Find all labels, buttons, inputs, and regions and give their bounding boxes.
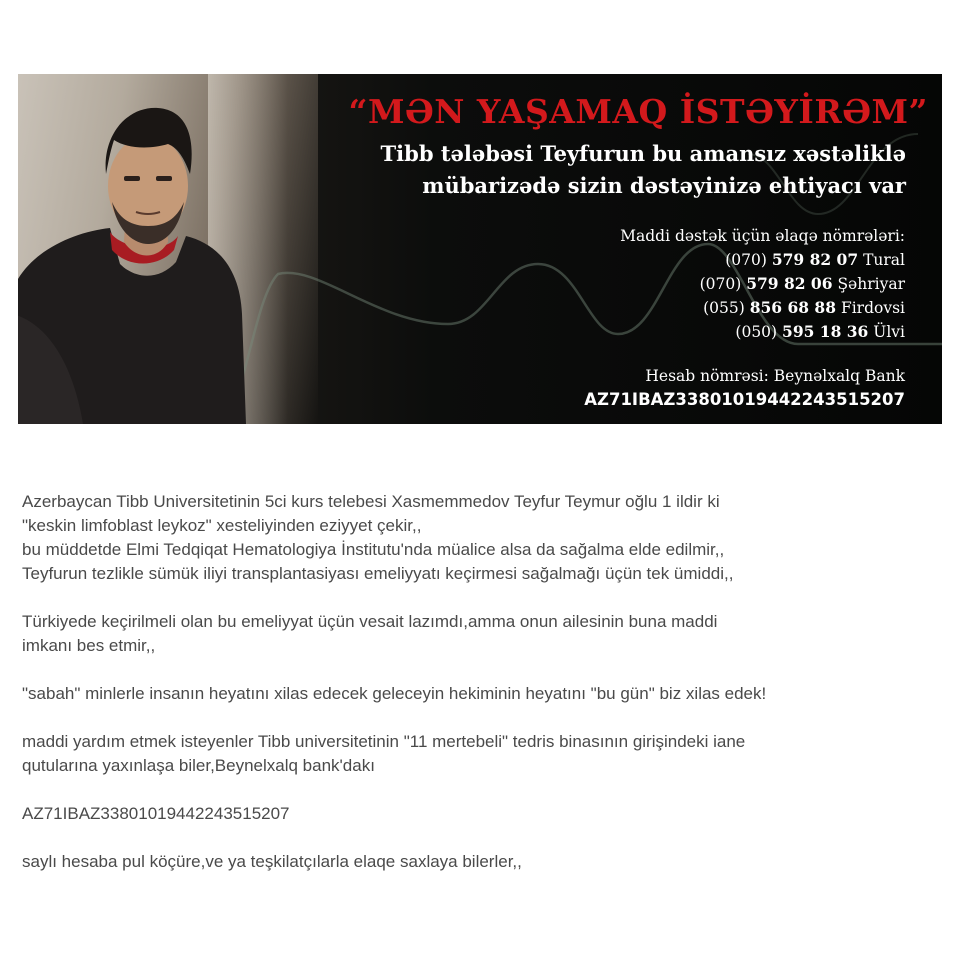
paragraph-line: AZ71IBAZ33801019442243515207	[22, 804, 290, 823]
paragraph-line: qutularına yaxınlaşa biler,Beynelxalq bank'dakı	[22, 756, 375, 775]
contact-row	[478, 272, 905, 296]
paragraph-line: "sabah" minlerle insanın heyatını xilas edecek geleceyin hekiminin heyatını "bu gün" biz xilas edek!	[22, 684, 767, 703]
contacts-heading: Maddi dəstək üçün əlaqə nömrələri:	[620, 227, 905, 245]
banner-title: “MƏN YAŞAMAQ İSTƏYİRƏM”	[348, 92, 928, 131]
contact-row	[478, 248, 905, 272]
contact-row	[478, 296, 905, 320]
contact-name: Firdovsi	[840, 299, 905, 317]
contact-name: Ülvi	[873, 323, 905, 341]
paragraph-gap	[22, 826, 947, 850]
paragraph-line: bu müddetde Elmi Tedqiqat Hematologiya İnstitutu'nda müalice alsa da sağalma elde edilmir,,	[22, 540, 725, 559]
paragraph-line: imkanı bes etmir,,	[22, 636, 156, 655]
account-label: Hesab nömrəsi: Beynəlxalq Bank	[645, 367, 905, 385]
contact-name: Tural	[863, 251, 905, 269]
contact-number: 579 82 06	[746, 274, 833, 293]
contact-code: (070)	[699, 275, 742, 293]
account-info	[478, 364, 905, 412]
paragraph-gap	[22, 658, 947, 682]
article-body	[22, 490, 947, 874]
paragraph-line: saylı hesaba pul köçüre,ve ya teşkilatçılarla elaqe saxlaya bilerler,,	[22, 852, 522, 871]
paragraph-line: maddi yardım etmek isteyenler Tibb universitetinin "11 mertebeli" tedris binasının girişindeki iane	[22, 732, 746, 751]
paragraph-line: Teyfurun tezlikle sümük iliyi transplantasiyası emeliyyatı keçirmesi sağalmağı üçün tek ümiddi,,	[22, 564, 734, 583]
banner-subtitle	[318, 138, 906, 202]
paragraph-gap	[22, 586, 947, 610]
contact-number: 595 18 36	[782, 322, 869, 341]
person-photo-icon	[18, 74, 318, 424]
subtitle-line: mübarizədə sizin dəstəyinizə ehtiyacı var	[422, 173, 906, 198]
contact-row	[478, 320, 905, 344]
paragraph-line: Türkiyede keçirilmeli olan bu emeliyyat üçün vesait lazımdı,amma onun ailesinin buna maddi	[22, 612, 718, 631]
contact-number: 856 68 88	[749, 298, 837, 317]
contact-number: 579 82 07	[771, 250, 859, 269]
paragraph-gap	[22, 706, 947, 730]
paragraph-gap	[22, 778, 947, 802]
contact-code: (055)	[703, 299, 745, 317]
contact-code: (050)	[735, 323, 778, 341]
contact-list	[478, 224, 905, 344]
paragraph-line: "keskin limfoblast leykoz" xesteliyinden eziyyet çekir,,	[22, 516, 422, 535]
contact-code: (070)	[725, 251, 767, 269]
paragraph-line: Azerbaycan Tibb Universitetinin 5ci kurs telebesi Xasmemmedov Teyfur Teymur oğlu 1 ildir ki	[22, 492, 720, 511]
banner	[18, 74, 942, 424]
subtitle-line: Tibb tələbəsi Teyfurun bu amansız xəstəliklə	[380, 141, 906, 166]
account-number: AZ71IBAZ33801019442243515207	[584, 390, 905, 409]
contact-name: Şəhriyar	[837, 275, 905, 293]
